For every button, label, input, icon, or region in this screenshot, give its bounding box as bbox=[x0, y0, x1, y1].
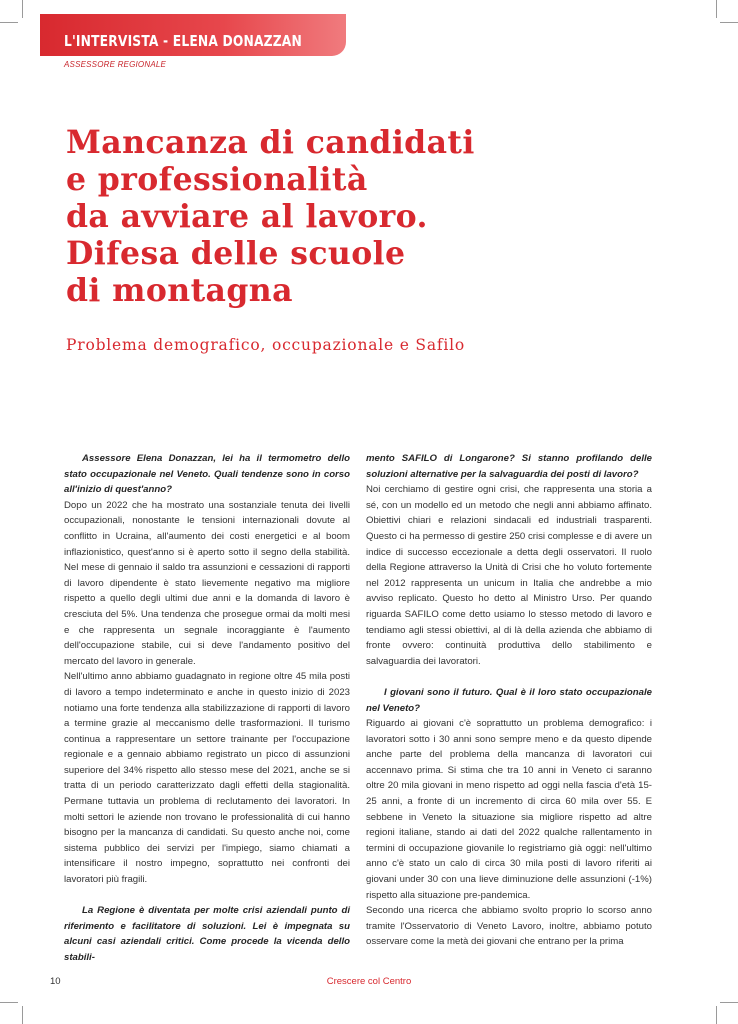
interview-question: mento SAFILO di Longarone? Si stanno profilando delle soluzioni alternative per la salvaguardia dei posti di lavoro? bbox=[366, 453, 652, 480]
page-number: 10 bbox=[50, 976, 61, 987]
crop-mark bbox=[22, 0, 23, 18]
crop-mark bbox=[720, 1002, 738, 1003]
interview-answer: Noi cerchiamo di gestire ogni crisi, che rappresenta una storia a sé, con un modello ed un metodo che negli anni abbiamo affinato. Obiettivi chiari e relazioni sindacali ed industriali trasparenti. Questo ci ha permesso di gestire 250 crisi complesse e di avere un indice di successo eccezionale a detta degli osservatori. Il ruolo della Regione attraverso la Unità di Crisi che ho voluto fortemente nel 2012 rappresenta un unicum in Italia che andrebbe a mio avviso replicato. Questo ho detto al Ministro Urso. Per quando riguarda SAFILO come detto usiamo lo stesso metodo di lavoro e tendiamo agli stessi obiettivi, al di là della azienda che abbiamo di fronte ovvero: continuità produttiva dello stabilimento e salvaguardia dei lavoratori. bbox=[366, 484, 652, 667]
headline bbox=[66, 124, 706, 309]
crop-mark bbox=[720, 22, 738, 23]
interview-answer: Dopo un 2022 che ha mostrato una sostanziale tenuta dei livelli occupazionali, nonostante le tensioni internazionali dovute al conflitto in Ucraina, all'aumento dei costi energetici e al boom inflazionistico, quest'anno si è aperto sotto il segno della stabilità. Nel mese di gennaio il saldo tra assunzioni e cessazioni di rapporti di lavoro dipendente è stato lievemente negativo ma migliore rispetto a quello degli ultimi due anni e la domanda di lavoro è cresciuta del 5%. Una tendenza che prosegue ormai da molti mesi e che rappresenta un segnale incoraggiante è l'aumento dell'occupazione stabile, cui si deve l'andamento positivo del mercato del lavoro in generale. bbox=[64, 499, 350, 667]
crop-mark bbox=[0, 22, 18, 23]
interview-answer: Secondo una ricerca che abbiamo svolto proprio lo scorso anno tramite l'Osservatorio di Veneto Lavoro, inoltre, abbiamo potuto osservare come la metà dei giovani che entrano per la prima bbox=[366, 905, 652, 948]
article-column-right bbox=[366, 451, 652, 950]
interview-question: I giovani sono il futuro. Qual è il loro stato occupazionale nel Veneto? bbox=[366, 686, 652, 714]
interview-question: La Regione è diventata per molte crisi aziendali punto di riferimento e facilitatore di soluzioni. Lei è impegnata su alcuni casi aziendali critici. Come procede la vicenda dello stabili- bbox=[64, 905, 350, 963]
subtitle: Problema demografico, occupazionale e Safilo bbox=[66, 336, 466, 354]
crop-mark bbox=[0, 1002, 18, 1003]
section-title: L'INTERVISTA - ELENA DONAZZAN bbox=[64, 32, 302, 50]
headline-line: e professionalità bbox=[66, 161, 368, 198]
headline-line: Mancanza di candidati bbox=[66, 124, 475, 161]
crop-mark bbox=[716, 0, 717, 18]
author-role: ASSESSORE REGIONALE bbox=[64, 60, 167, 69]
interview-question: Assessore Elena Donazzan, lei ha il termometro dello stato occupazionale nel Veneto. Quali tendenze sono in corso all'inizio di quest'anno? bbox=[64, 453, 350, 496]
crop-mark bbox=[22, 1006, 23, 1024]
publication-name: Crescere col Centro bbox=[326, 976, 412, 987]
headline-line: di montagna bbox=[66, 272, 293, 309]
interview-answer: Nell'ultimo anno abbiamo guadagnato in regione oltre 45 mila posti di lavoro a tempo indeterminato e anche in questo inizio di 2023 notiamo una forte tendenza alla stabilizzazione di rapporti di lavoro a termine grazie al meccanismo delle trasformazioni. Il turismo continua a rappresentare un settore trainante per l'occupazione regionale e a gennaio abbiamo registrato un picco di assunzioni superiore del 34% rispetto allo stesso mese del 2021, anche se si tratta di un periodo caratterizzato dagli effetti della stagionalità. Permane tuttavia un problema di reclutamento dei lavoratori. In molti settori le aziende non trovano le professionalità di cui hanno bisogno per la mancanza di candidati. Su questo anche noi, come sistema pubblico dei servizi per l'impiego, siamo chiamati a intensificare il nostro impegno, soprattutto nei confronti dei lavoratori più fragili. bbox=[64, 671, 350, 886]
headline-line: Difesa delle scuole bbox=[66, 235, 406, 272]
interview-answer: Riguardo ai giovani c'è soprattutto un problema demografico: i lavoratori sotto i 30 anni sono sempre meno e da questo dipende anche parte del problema della mancanza di lavoratori cui accennavo prima. Si stima che tra 10 anni in Veneto ci saranno oltre 20 mila giovani in meno rispetto ad oggi nella fascia d'età 15-25 anni, a fronte di un incremento di circa 60 mila over 55. E sebbene in Veneto la situazione sia migliore rispetto ad altre regioni italiane, stando ai dati del 2022 qualche rallentamento in termini di occupazione giovanile lo registriamo già oggi: nell'ultimo anno c'è stato un calo di circa 30 mila posti di lavoro riferiti ai giovani under 30 con una lieve diminuzione delle assunzioni (-1%) rispetto alla situazione pre-pandemica. bbox=[366, 718, 652, 901]
article-column-left bbox=[64, 451, 350, 966]
crop-mark bbox=[716, 1006, 717, 1024]
headline-line: da avviare al lavoro. bbox=[66, 198, 428, 235]
